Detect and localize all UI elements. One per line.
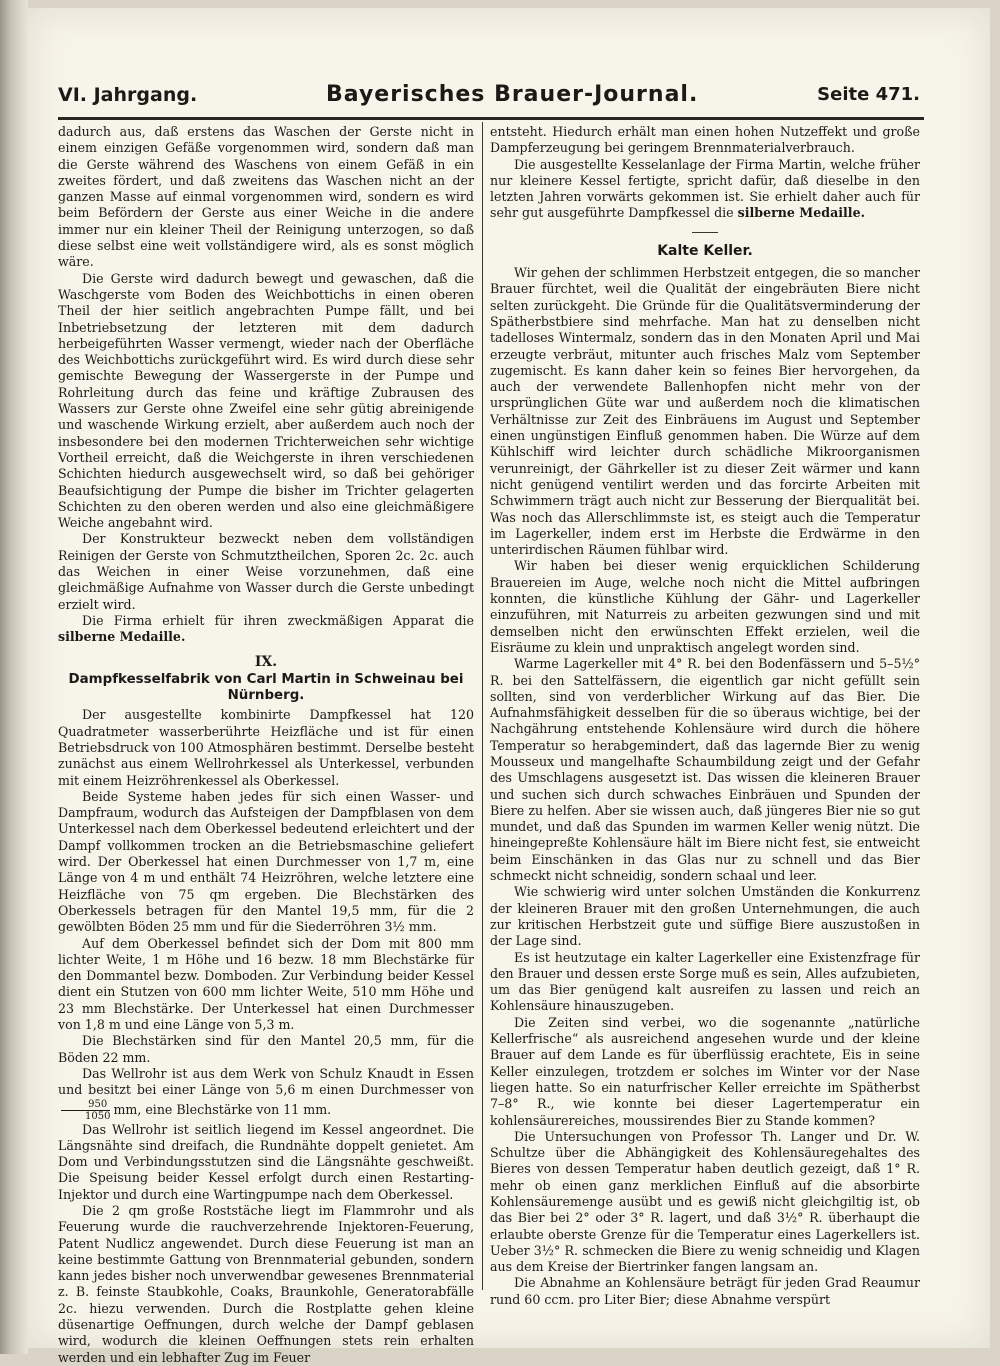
award-label: silberne Medaille. <box>58 629 186 645</box>
journal-title: Bayerisches Brauer-Journal. <box>326 82 699 107</box>
diameter-fraction <box>61 1099 110 1122</box>
section-number: IX. <box>254 653 278 670</box>
paragraph-text: Die Firma erhielt für ihren zweckmäßigen Apparat die <box>82 612 474 628</box>
column-divider <box>482 122 483 1290</box>
paragraph: Es ist heutzutage ein kalter Lagerkeller eine Existenzfrage für den Brauer und dessen erste Sorge muß es sein, Alles aufzubieten, um das Bier genügend kalt ausreifen zu lassen und reich an Kohlensäure hinauszugeben. <box>490 949 920 1014</box>
section-title: Dampfkesselfabrik von Carl Martin in Schweinau bei Nürnberg. <box>68 671 464 704</box>
paragraph: Der Konstrukteur bezweckt neben dem vollständigen Reinigen der Gerste von Schmutztheilchen, Sporen 2c. 2c. auch das Weichen in einer Weise vorzunehmen, daß eine gleichmäßige Aufnahme von Wasser durch die Gerste unbedingt erzielt wird. <box>58 531 474 612</box>
paragraph: Auf dem Oberkessel befindet sich der Dom mit 800 mm lichter Weite, 1 m Höhe und 16 bezw. 18 mm Blechstärke für den Dommantel bezw. Domboden. Zur Verbindung beider Kessel dient ein Stutzen von 600 mm lichter Weite, 510 mm Höhe und 23 mm Blechstärke. Der Unterkessel hat einen Durchmesser von 1,8 m und eine Länge von 5,3 m. <box>58 935 474 1033</box>
paragraph: Wir haben bei dieser wenig erquicklichen Schilderung Brauereien im Auge, welche noch nicht die Mittel aufbringen konnten, die künstliche Kühlung der Gähr- und Lagerkeller einzuführen, mit Naturreis zu arbeiten gezwungen sind und mit demselben nicht den erwünschten Effekt erzielen, weil die Eisräume zu klein und unpraktisch angelegt worden sind. <box>490 558 920 655</box>
paragraph <box>490 157 920 222</box>
paragraph: Das Wellrohr ist seitlich liegend im Kessel angeordnet. Die Längsnähte sind dreifach, die Rundnähte doppelt genietet. Am Dom und Verbindungsstutzen sind die Längsnähte geschweißt. Die Speisung beider Kessel erfolgt durch einen Restarting-Injektor und durch eine Wartingpumpe nach dem Oberkessel. <box>58 1121 474 1202</box>
volume-label: VI. Jahrgang. <box>58 84 198 106</box>
left-column <box>58 124 474 1365</box>
paragraph: entsteht. Hiedurch erhält man einen hohen Nutzeffekt und große Dampferzeugung bei geringem Brennmaterialverbrauch. <box>490 124 920 156</box>
header-rule <box>58 117 924 120</box>
page-binding-edge <box>0 0 28 1354</box>
paragraph-text: Das Wellrohr ist aus dem Werk von Schulz Knaudt in Essen und besitzt bei einer Länge von 5,6 m einen Durchmesser von <box>58 1065 474 1098</box>
right-column <box>490 124 920 1324</box>
paragraph: Die Zeiten sind verbei, wo die sogenannte „natürliche Kellerfrische“ als ausreichend angesehen wurde und der kleine Brauer auf dem Lande es für überflüssig erachtete, Eis in seine Keller einzulegen, trotzdem er solches im Winter vor der Nase liegen hatte. So ein naturfrischer Keller erreichte im Spätherbst 7–8° R., wie konnte bei dieser Lagertemperatur ein kohlensäurereiches, moussirendes Bier zu Stande kommen? <box>490 1014 920 1128</box>
paragraph: Warme Lagerkeller mit 4° R. bei den Bodenfässern und 5–5½° R. bei den Sattelfässern, die eigentlich gar nicht gefüllt sein sollten, sind von verderblicher Wirkung auf das Bier. Die Aufnahmsfähigkeit desselben für die so überaus wichtige, bei der Nachgährung entstehende Kohlensäure wird durch die höhere Temperatur so herabgemindert, daß das lagernde Bier zu wenig Mousseux und mangelhafte Schaumbildung zeigt und der Gefahr des Umschlagens ausgesetzt ist. Das wissen die kleineren Brauer und suchen sich durch schwaches Einbräuen und Spunden der Biere zu helfen. Aber sie wissen auch, daß jüngeres Bier nie so gut mundet, und daß das Spunden im warmen Keller wenig nützt. Die hineingepreßte Kohlensäure hält im Biere nicht fest, sie entweicht beim Einschänken in das Glas nur zu schnell und das Bier schmeckt nicht schneidig, sondern schaal und leer. <box>490 656 920 884</box>
paragraph: Wir gehen der schlimmen Herbstzeit entgegen, die so mancher Brauer fürchtet, weil die Qualität der eingebräuten Biere nicht selten zurückgeht. Die Gründe für die Qualitätsverminderung der Spätherbstbiere sind mehrfache. Man hat zu denselben nicht tadelloses Wintermalz, sondern das in den Monaten April und Mai erzeugte verbräut, mitunter auch frisches Malz vom September zugemischt. Es kann daher kein so feines Bier hervorgehen, da auch der verwendete Ballenhopfen nicht mehr von der ursprünglichen Güte war und außerdem noch die klimatischen Verhältnisse zur Zeit des Einbräuens im August und September einen ungünstigen Einfluß genommen haben. Die Würze auf dem Kühlschiff wird leichter durch schädliche Mikroorganismen verunreinigt, der Gährkeller ist zu dieser Zeit wärmer und kann nicht genügend ventilirt werden und das forcirte Arbeiten mit Schwimmern trägt auch nicht zur Besserung der Bierqualität bei. Was noch das Allerschlimmste ist, es steigt auch die Temperatur im Lagerkeller, indem erst im Herbste die Erdwärme in den unterirdischen Räumen fühlbar wird. <box>490 265 920 558</box>
paragraph <box>58 613 474 646</box>
paragraph: Die 2 qm große Roststäche liegt im Flammrohr und als Feuerung wurde die rauchverzehrende Injektoren-Feuerung, Patent Nudlicz angewendet. Durch diese Feuerung ist man an keine bestimmte Gattung von Brennmaterial gebunden, sondern kann jedes bisher noch unverwendbar gewesenes Brennmaterial z. B. feinste Staubkohle, Coaks, Braunkohle, Generatorabfälle 2c. hiezu verwenden. Durch die Rostplatte gehen kleine düsenartige Oeffnungen, durch welche der Dampf geblasen wird, wodurch die kleinen Oeffnungen stets rein erhalten werden und ein lebhafter Zug im Feuer <box>58 1203 474 1365</box>
page-number: Seite 471. <box>817 84 920 105</box>
section-separator <box>692 232 718 233</box>
paragraph: Die Abnahme an Kohlensäure beträgt für jeden Grad Reaumur rund 60 ccm. pro Liter Bier; diese Abnahme verspürt <box>490 1275 920 1307</box>
paragraph: Beide Systeme haben jedes für sich einen Wasser- und Dampfraum, wodurch das Aufsteigen der Dampfblasen von dem Unterkessel nach dem Oberkessel bedeutend erleichtert und der Dampf vollkommen trocken an die Betriebsmaschine geliefert wird. Der Oberkessel hat einen Durchmesser von 1,7 m, eine Länge von 4 m und enthält 74 Heizröhren, welche letztere eine Heizfläche von 75 qm ergeben. Die Blechstärken des Oberkessels betragen für den Mantel 19,5 mm, für die 2 gewölbten Böden 25 mm und für die Siederröhren 3½ mm. <box>58 788 474 935</box>
paragraph: Wie schwierig wird unter solchen Umständen die Konkurrenz der kleineren Brauer mit den großen Unternehmungen, die auch zur kritischen Herbstzeit gute und süffige Biere auszustoßen in der Lage sind. <box>490 884 920 949</box>
paragraph: Die Blechstärken sind für den Mantel 20,5 mm, für die Böden 22 mm. <box>58 1033 474 1065</box>
paragraph: Die Untersuchungen von Professor Th. Langer und Dr. W. Schultze über die Abhängigkeit des Kohlensäuregehaltes des Bieres von dessen Temperatur haben deutlich gezeigt, daß 1° R. mehr ob einen ganz merklichen Einfluß auf die absorbirte Kohlensäuremenge ausübt und es gewiß nicht gleichgiltig ist, ob das Bier bei 2° oder 3° R. lagert, und daß 3½° R. überhaupt die erlaubte oberste Grenze für die Temperatur eines Lagerkellers ist. Ueber 3½° R. schmecken die Biere zu wenig schneidig und Klagen aus dem Kreise der Biertrinker fangen langsam an. <box>490 1128 920 1275</box>
paragraph: dadurch aus, daß erstens das Waschen der Gerste nicht in einem einzigen Gefäße vorgenommen wird, sondern daß man die Gerste während des Waschens von einem Gefäß in ein zweites fördert, und daß zweitens das Waschen nicht an der ganzen Masse auf einmal vorgenommen wird, sondern es wird beim Befördern der Gerste aus einer Weiche in die andere immer nur ein kleiner Theil der Reinigung unterzogen, so daß diese selbst eine weit vollständigere wird, als es sonst möglich wäre. <box>58 124 474 270</box>
paragraph-text: Die ausgestellte Kesselanlage der Firma Martin, welche früher nur kleinere Kessel fertigte, spricht dafür, daß dieselbe in den letzten Jahren vorwärts gekommen ist. Sie erhielt daher auch für sehr gut ausgeführte Dampfkessel die <box>490 156 920 221</box>
fraction-numerator: 950 <box>61 1099 110 1111</box>
paragraph: Die Gerste wird dadurch bewegt und gewaschen, daß die Waschgerste vom Boden des Weichbottichs in einen oberen Theil der hier seitlich angebrachten Pumpe fällt, und bei Inbetriebsetzung der letzteren mit dem dadurch herbeigeführten Wasser vermengt, wieder nach der Oberfläche des Weichbottichs zurückgeführt wird. Es wird durch diese sehr gemischte Bewegung der Wassergerste in der Pumpe und Rohrleitung durch das feine und kräftige Zubrausen des Wassers zur Gerste ohne Zweifel eine sehr gütig abreinigende und waschende Wirkung erzielt, aber außerdem auch noch der insbesondere bei den modernen Trichterweichen sehr wichtige Vortheil erreicht, daß die Weichgerste in ihren verschiedenen Schichten hiedurch ausgewechselt wird, so daß bei gehöriger Beaufsichtigung der Pumpe die bisher im Trichter gelagerten Schichten zu den oberen werden und also eine gleichmäßigere Weiche angebahnt wird. <box>58 270 474 531</box>
article-heading: Kalte Keller. <box>657 242 753 259</box>
fraction-denominator: 1050 <box>85 1110 111 1122</box>
paragraph <box>58 1066 474 1122</box>
award-label: silberne Medaille. <box>737 205 865 221</box>
page-header <box>58 84 920 112</box>
paragraph-text: mm, eine Blechstärke von 11 mm. <box>113 1101 332 1117</box>
paragraph: Der ausgestellte kombinirte Dampfkessel hat 120 Quadratmeter wasserberührte Heizfläche und ist für einen Betriebsdruck von 100 Atmosphären bestimmt. Derselbe besteht zunächst aus einem Wellrohrkessel als Unterkessel, verbunden mit einem Heizröhrenkessel als Oberkessel. <box>58 707 474 788</box>
